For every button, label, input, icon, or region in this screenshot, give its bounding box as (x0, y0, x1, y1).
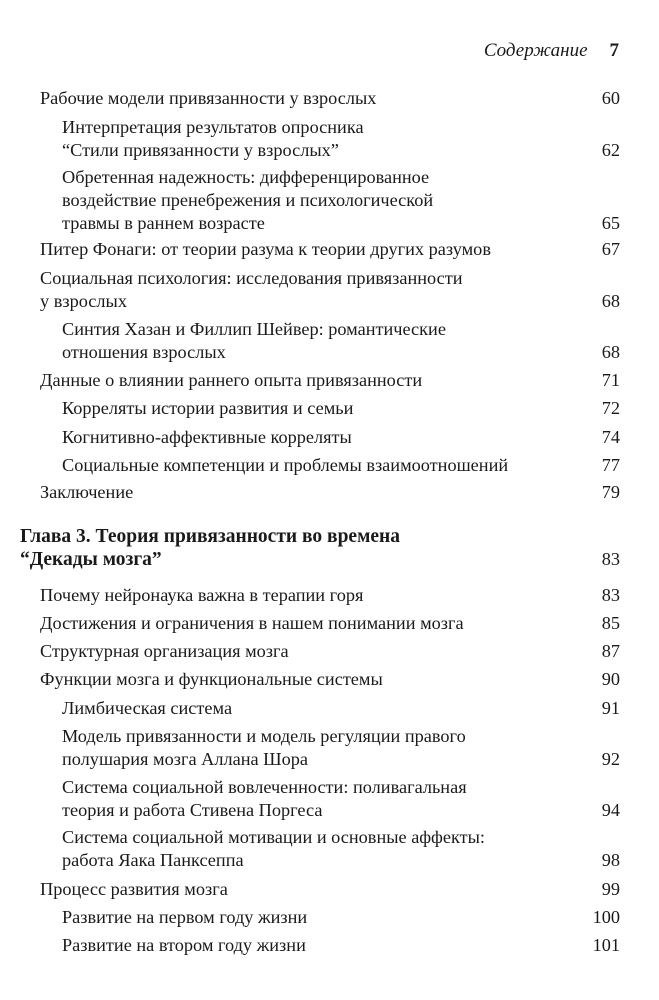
toc-entry-title: Функции мозга и функциональные системы (40, 669, 383, 689)
toc-entry (62, 116, 620, 162)
toc-entry-page: 87 (601, 641, 620, 661)
toc-entry (62, 906, 620, 929)
toc-entry (40, 584, 620, 607)
toc-entry (62, 397, 620, 420)
toc-entry-title: Питер Фонаги: от теории разума к теории других разумов (40, 239, 491, 259)
toc-entry (62, 934, 620, 957)
toc-entry (40, 87, 620, 110)
toc-entry-title: Когнитивно-аффективные корреляты (62, 427, 352, 447)
toc-entry-page: 91 (601, 698, 620, 718)
toc-entry-title: Корреляты истории развития и семьи (62, 398, 354, 418)
toc-entry-page: 74 (601, 427, 620, 447)
toc-entry (62, 318, 620, 364)
toc-entry (62, 454, 620, 477)
running-header (484, 40, 619, 62)
toc-entry-page: 77 (601, 455, 620, 475)
toc-entry-title: Синтия Хазан и Филлип Шейвер: романтические отношения взрослых (62, 319, 446, 362)
toc-entry-page: 85 (601, 613, 620, 633)
toc-entry-title: Система социальной вовлеченности: поливагальная теория и работа Стивена Поргеса (62, 777, 467, 820)
toc-entry-page: 79 (601, 482, 620, 502)
toc-entry-page: 68 (601, 291, 620, 311)
toc-entry-title: Заключение (40, 482, 134, 502)
section-title: Содержание (483, 40, 588, 61)
toc-entry-title: Обретенная надежность: дифференцированное воздействие пренебрежения и психологической травмы в раннем возрасте (62, 167, 434, 233)
toc-entry (40, 612, 620, 635)
toc-entry-title: Достижения и ограничения в нашем понимании мозга (40, 613, 464, 633)
toc-entry (40, 878, 620, 901)
toc-entry-page: 99 (601, 879, 620, 899)
toc-entry (62, 697, 620, 720)
toc-entry-page: 72 (601, 398, 620, 418)
toc-chapter-entry (20, 525, 620, 571)
toc-entry-title: Социальная психология: исследования привязанности у взрослых (40, 268, 463, 311)
toc-entry-page: 92 (601, 749, 620, 769)
toc-entry-title: Развитие на первом году жизни (62, 907, 308, 927)
toc-entry-title: Лимбическая система (62, 698, 233, 718)
toc-entry-page: 101 (592, 935, 620, 955)
toc-entry-title: Данные о влиянии раннего опыта привязанности (40, 370, 423, 390)
toc-entry-title: Интерпретация результатов опросника “Стили привязанности у взрослых” (62, 117, 364, 160)
toc-entry-page: 83 (601, 585, 620, 605)
toc-entry (40, 481, 620, 504)
toc-entry (62, 166, 620, 235)
toc-entry-page: 98 (601, 850, 620, 870)
toc-entry-page: 65 (601, 213, 620, 233)
toc-entry-title: Рабочие модели привязанности у взрослых (40, 88, 377, 108)
toc-entry-page: 83 (601, 549, 620, 569)
toc-entry (40, 640, 620, 663)
toc-entry (62, 426, 620, 449)
toc-entry-title: Модель привязанности и модель регуляции правого полушария мозга Аллана Шора (62, 726, 466, 769)
toc-entry-page: 71 (601, 370, 620, 390)
toc-entry-title: Глава 3. Теория привязанности во времена “Декады мозга” (20, 526, 400, 570)
page-number: 7 (609, 40, 619, 61)
toc-entry (40, 369, 620, 392)
toc-entry-page: 90 (601, 669, 620, 689)
toc-entry (40, 668, 620, 691)
toc-entry-page: 62 (601, 140, 620, 160)
toc-entry-title: Структурная организация мозга (40, 641, 289, 661)
toc-entry (62, 826, 620, 872)
toc-entry-title: Система социальной мотивации и основные аффекты: работа Яака Панксеппа (62, 827, 485, 870)
toc-entry-title: Социальные компетенции и проблемы взаимоотношений (62, 455, 509, 475)
toc-entry (62, 725, 620, 771)
toc-entry-page: 94 (601, 800, 620, 820)
toc-entry (62, 776, 620, 822)
toc-entry (40, 267, 620, 313)
toc-entry-page: 68 (601, 342, 620, 362)
toc-entry-title: Почему нейронаука важна в терапии горя (40, 585, 364, 605)
toc-entry-title: Процесс развития мозга (40, 879, 228, 899)
toc-entry-page: 100 (592, 907, 620, 927)
toc-entry-title: Развитие на втором году жизни (62, 935, 306, 955)
toc-entry-page: 67 (601, 239, 620, 259)
toc-entry-page: 60 (601, 88, 620, 108)
toc-entry (40, 238, 620, 261)
